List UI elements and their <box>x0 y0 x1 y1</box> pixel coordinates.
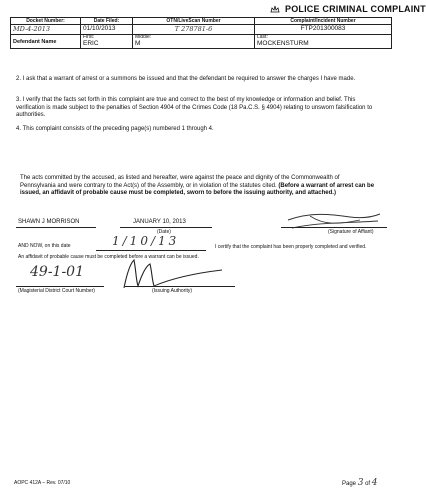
last-name-cell <box>255 35 392 49</box>
header-table <box>10 17 392 49</box>
affiant-caption: (Signature of Affiant) <box>328 229 374 235</box>
paragraph-4: 4. This complaint consists of the preceding page(s) numbered 1 through 4. <box>16 126 214 132</box>
otn-value: T 278781-6 <box>174 25 213 33</box>
date-filed-label: Date Filed: <box>81 18 133 25</box>
docket-number-value: MD-4-2013 <box>13 25 51 33</box>
and-now-label: AND NOW, on this date <box>18 243 71 249</box>
page-of: of <box>365 481 371 487</box>
acts-text: The acts committed by the accused, as listed and hereafter, were against the peace and dignity of the Commonwealth of Pennsylvania and were contrary to the Act(s) of the Assembly, or in violation of the statutes cited. <box>20 175 340 189</box>
affiant-name: SHAWN J MORRISON <box>18 219 80 225</box>
sign-date: JANUARY 10, 2013 <box>133 219 186 225</box>
affidavit-text: An affidavit of probable cause must be completed before a warrant can be issued. <box>18 254 199 260</box>
docket-number-label: Docket Number: <box>11 18 81 25</box>
last-label: Last: <box>257 34 268 40</box>
paragraph-2: 2. I ask that a warrant of arrest or a summons be issued and that the defendant be required to answer the charges I have made. <box>16 76 356 82</box>
and-now-date: 1/10/13 <box>112 234 180 248</box>
otn-label: OTN/LiveScan Number <box>133 18 255 25</box>
otn-cell <box>133 25 255 35</box>
first-name-cell <box>81 35 133 49</box>
paragraph-3: 3. I verify that the facts set forth in this complaint are true and correct to the best of my knowledge or information and belief. This verification is made subject to the penalties of Section 4904 of the Crimes Code (18 Pa.C.S. § 4904) relating to unsworn falsification to authorities. <box>16 97 373 118</box>
court-caption: (Magisterial District Court Number) <box>18 288 95 294</box>
middle-name-value: M <box>135 40 141 47</box>
acts-statement <box>20 175 376 198</box>
court-number-handwritten: 49-1-01 <box>30 264 84 280</box>
date-filed-cell <box>81 25 133 35</box>
form-title: POLICE CRIMINAL COMPLAINT <box>285 4 426 14</box>
date-filed-value: 01/10/2013 <box>83 25 116 32</box>
acts-warning: (Before a warrant of arrest can be issued, an affidavit of probable cause must be completed, sworn to before the issuing authority, and attached.) <box>20 182 375 196</box>
first-label: First: <box>83 34 95 40</box>
middle-label: Middle: <box>135 34 152 40</box>
form-code: AOPC 412A – Rev. 07/10 <box>14 480 71 486</box>
last-name-value: MOCKENSTURM <box>257 40 309 47</box>
incident-number-label: Complaint/Incident Number <box>255 18 392 25</box>
issuing-caption: (Issuing Authority) <box>152 288 193 294</box>
seal-icon <box>270 5 280 13</box>
defendant-name-label: Defendant Name <box>11 35 81 49</box>
middle-name-cell <box>133 35 255 49</box>
certify-text: I certify that the complaint has been properly completed and verified. <box>215 244 367 250</box>
page-prefix: Page <box>342 481 357 487</box>
incident-number-value: FTP201300083 <box>300 25 346 32</box>
page-number: 3 <box>357 478 364 488</box>
date-caption: (Date) <box>157 229 171 235</box>
incident-number-cell <box>255 25 392 35</box>
first-name-value: ERIC <box>83 40 99 47</box>
docket-number-cell <box>11 25 81 35</box>
page-indicator <box>342 478 378 488</box>
page-total: 4 <box>371 478 378 488</box>
